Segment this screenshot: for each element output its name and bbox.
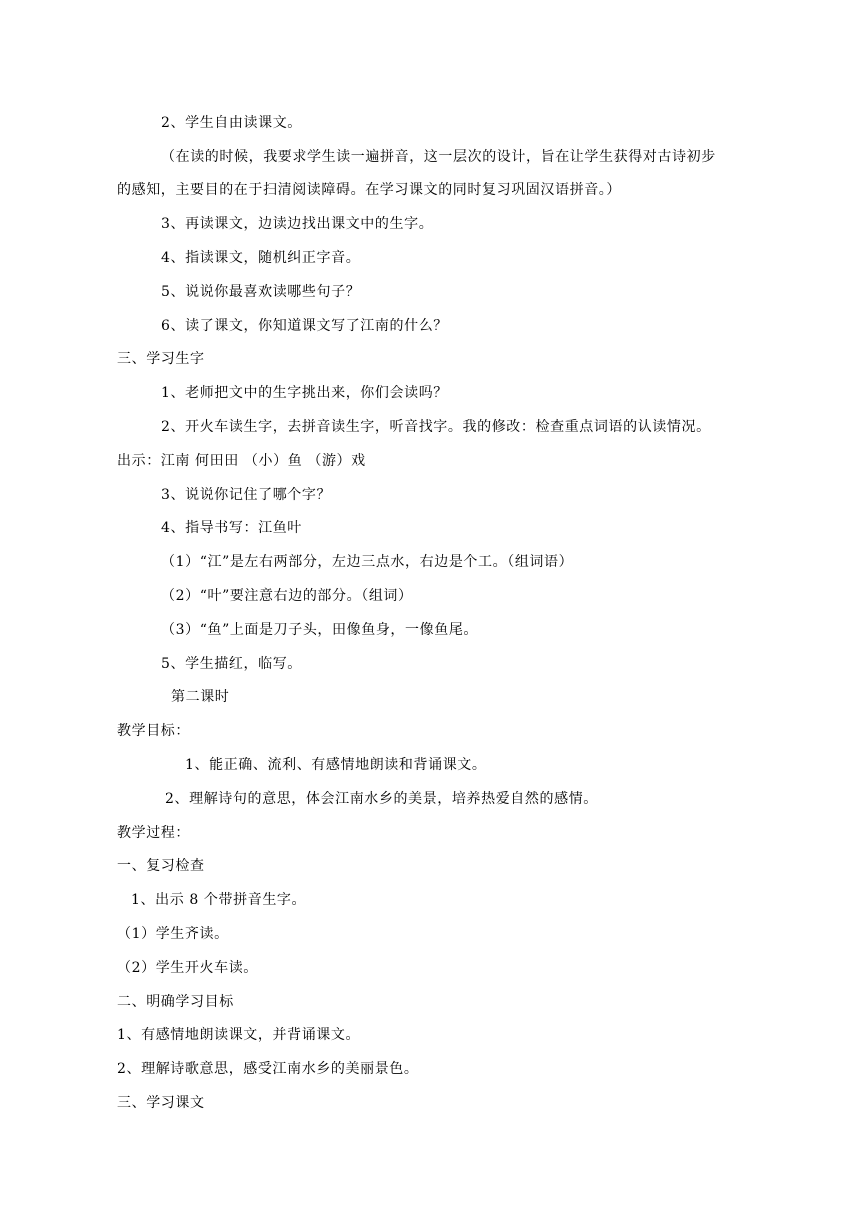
text-line: 2、开火车读生字，去拼音读生字，听音找字。我的修改：检查重点词语的认读情况。 (161, 419, 711, 435)
text-line: 4、指导书写：江鱼叶 (161, 520, 302, 536)
section-heading: 三、学习课文 (117, 1095, 205, 1111)
text-line: （1）“江”是左右两部分，左边三点水，右边是个工。（组词语） (161, 554, 574, 570)
section-heading: 教学过程： (117, 825, 190, 841)
text-line: 1、能正确、流利、有感情地朗读和背诵课文。 (185, 757, 487, 773)
text-line: 1、出示 8 个带拼音生字。 (131, 892, 307, 908)
text-line: 6、读了课文，你知道课文写了江南的什么？ (161, 318, 448, 334)
section-heading: 教学目标： (117, 723, 190, 739)
text-line: （在读的时候，我要求学生读一遍拼音，这一层次的设计，旨在让学生获得对古诗初步 (161, 149, 716, 165)
text-line: 的感知，主要目的在于扫清阅读障碍。在学习课文的同时复习巩固汉语拼音。） (117, 182, 621, 198)
text-line: （3）“鱼”上面是刀子头，田像鱼身，一像鱼尾。 (161, 622, 479, 638)
text-line: 2、理解诗句的意思，体会江南水乡的美景，培养热爱自然的感情。 (165, 791, 598, 807)
text-line: （1）学生齐读。 (117, 926, 229, 942)
text-line: 5、说说你最喜欢读哪些句子？ (161, 284, 361, 300)
text-line: 3、再读课文，边读边找出课文中的生字。 (161, 216, 434, 232)
text-line: （2）学生开火车读。 (117, 960, 258, 976)
text-line: 3、说说你记住了哪个字？ (161, 487, 332, 503)
text-line: 4、指读课文，随机纠正字音。 (161, 250, 361, 266)
text-line: 1、老师把文中的生字挑出来，你们会读吗？ (161, 385, 448, 401)
text-line: 2、学生自由读课文。 (161, 115, 302, 131)
text-line: （2）“叶”要注意右边的部分。（组词） (161, 588, 413, 604)
text-line: 出示：江南 何田田 （小）鱼 （游）戏 (117, 453, 366, 469)
lesson-heading: 第二课时 (171, 689, 230, 705)
section-heading: 三、学习生字 (117, 351, 205, 367)
text-line: 2、理解诗歌意思，感受江南水乡的美丽景色。 (117, 1061, 419, 1077)
section-heading: 一、复习检查 (117, 858, 205, 874)
text-line: 5、学生描红，临写。 (161, 656, 302, 672)
text-line: 1、有感情地朗读课文，并背诵课文。 (117, 1027, 361, 1043)
section-heading: 二、明确学习目标 (117, 994, 234, 1010)
